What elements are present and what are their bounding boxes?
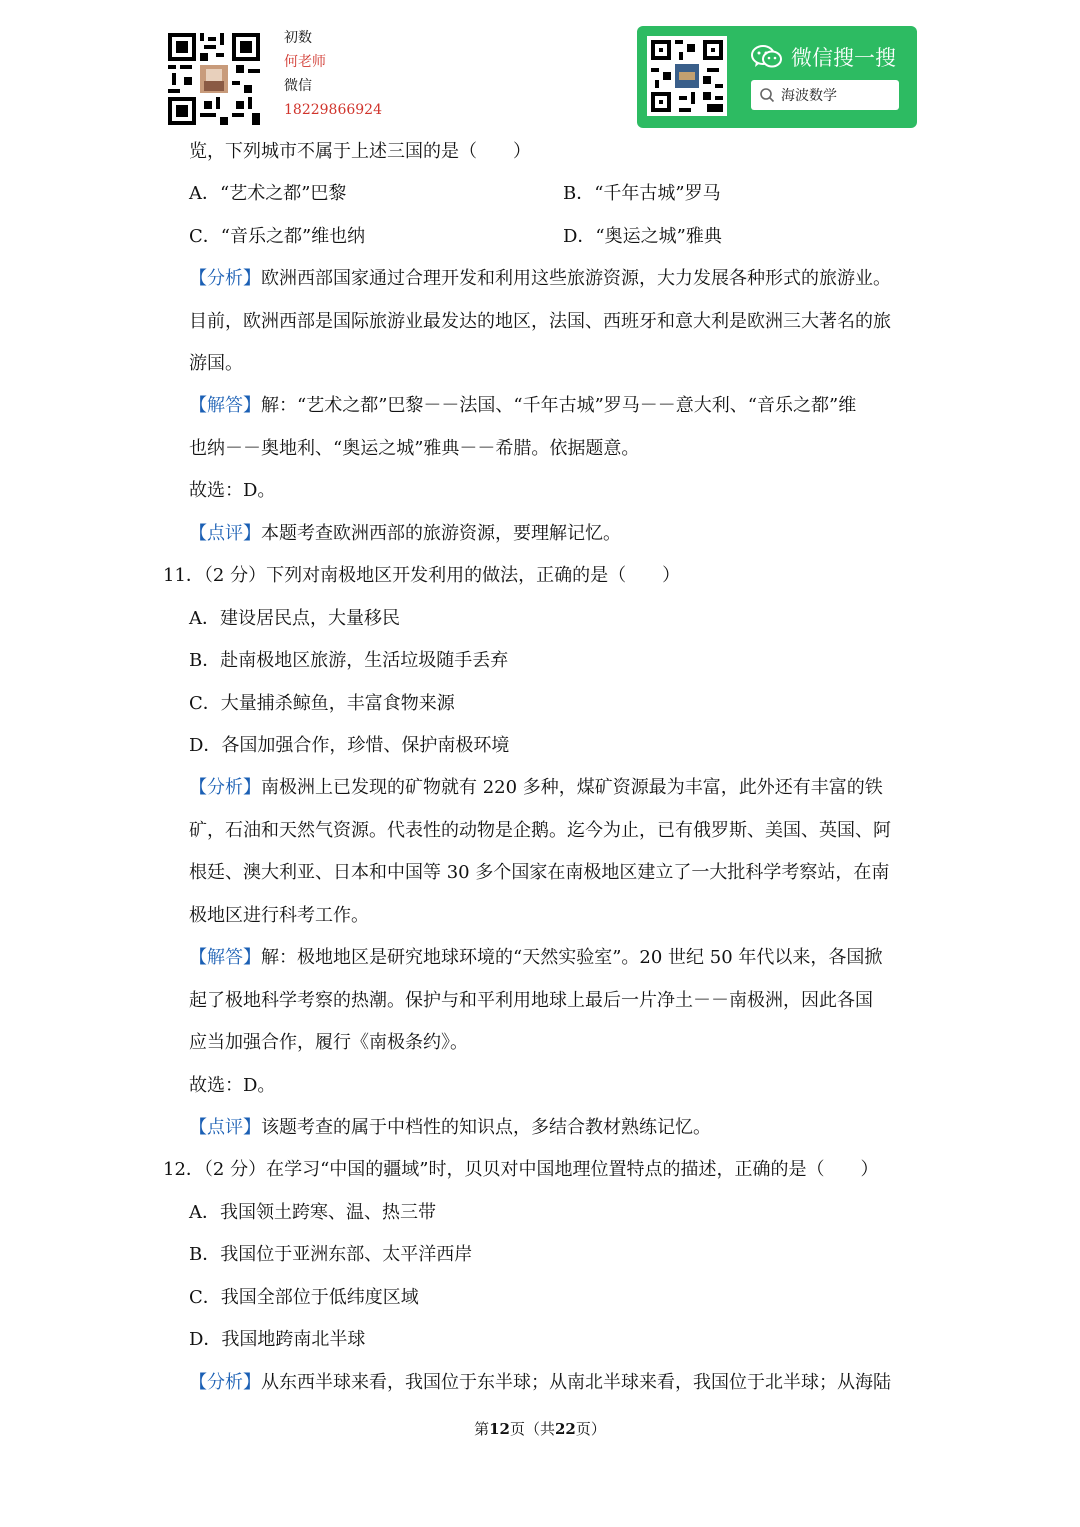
q12-option-b: B．我国位于亚洲东部、太平洋西岸 bbox=[189, 1244, 473, 1265]
q11-analysis-line-4: 极地区进行科考工作。 bbox=[189, 905, 369, 926]
q12-option-d: D．我国地跨南北半球 bbox=[189, 1329, 366, 1350]
qr-code-image bbox=[168, 33, 260, 125]
q10-option-b: B．“千年古城”罗马 bbox=[563, 183, 721, 204]
page-footer bbox=[0, 1418, 1080, 1440]
answer-text: 解：“艺术之都”巴黎－－法国、“千年古城”罗马－－意大利、“音乐之都”维 bbox=[261, 395, 857, 416]
question-11-stem: 11．（2 分）下列对南极地区开发利用的做法，正确的是（ ） bbox=[163, 565, 681, 586]
contact-wechat-label: 微信 bbox=[284, 78, 312, 94]
wechat-search-title bbox=[751, 42, 896, 72]
wechat-icon bbox=[751, 44, 783, 70]
analysis-tag: 【分析】 bbox=[189, 1372, 261, 1393]
q10-option-c: C．“音乐之都”维也纳 bbox=[189, 226, 366, 247]
q11-analysis-line-2: 矿，石油和天然气资源。代表性的动物是企鹅。迄今为止，已有俄罗斯、美国、英国、阿 bbox=[189, 820, 891, 841]
analysis-text: 欧洲西部国家通过合理开发和利用这些旅游资源，大力发展各种形式的旅游业。 bbox=[261, 268, 891, 289]
q10-option-a: A．“艺术之都”巴黎 bbox=[189, 183, 347, 204]
analysis-text: 南极洲上已发现的矿物就有 220 多种，煤矿资源最为丰富，此外还有丰富的铁 bbox=[261, 777, 883, 798]
contact-teacher: 何老师 bbox=[284, 54, 326, 70]
q11-answer-line-3: 应当加强合作，履行《南极条约》。 bbox=[189, 1032, 468, 1053]
q12-option-c: C．我国全部位于低纬度区域 bbox=[189, 1287, 419, 1308]
q10-comment bbox=[189, 522, 621, 546]
q10-answer-line-2: 也纳－－奥地利、“奥运之城”雅典－－希腊。依据题意。 bbox=[189, 438, 640, 459]
q12-option-a: A．我国领土跨寒、温、热三带 bbox=[189, 1202, 436, 1223]
wechat-search-box[interactable] bbox=[751, 80, 899, 110]
footer-post: 页） bbox=[575, 1420, 606, 1438]
question-10-stem-continued: 览，下列城市不属于上述三国的是（ ） bbox=[189, 141, 531, 162]
contact-phone: 18229866924 bbox=[284, 102, 382, 118]
answer-text: 解：极地地区是研究地球环境的“天然实验室”。20 世纪 50 年代以来，各国掀 bbox=[261, 947, 883, 968]
question-12-stem: 12．（2 分）在学习“中国的疆域”时，贝贝对中国地理位置特点的描述，正确的是（ ） bbox=[163, 1159, 879, 1180]
q10-analysis-line-2: 目前，欧洲西部是国际旅游业最发达的地区，法国、西班牙和意大利是欧洲三大著名的旅 bbox=[189, 311, 891, 332]
analysis-tag: 【分析】 bbox=[189, 268, 261, 289]
q11-answer bbox=[189, 946, 882, 970]
q11-choice: 故选：D。 bbox=[189, 1075, 276, 1096]
wechat-search-query: 海波数学 bbox=[781, 88, 837, 104]
contact-info bbox=[284, 26, 382, 122]
footer-pre: 第 bbox=[474, 1420, 490, 1438]
q10-choice: 故选：D。 bbox=[189, 480, 276, 501]
comment-tag: 【点评】 bbox=[189, 1117, 261, 1138]
wechat-search-card bbox=[637, 26, 917, 128]
current-page-number: 12 bbox=[489, 1420, 510, 1438]
wechat-qr-code bbox=[647, 36, 727, 116]
q10-answer bbox=[189, 394, 856, 418]
q11-option-d: D．各国加强合作，珍惜、保护南极环境 bbox=[189, 735, 510, 756]
comment-text: 该题考查的属于中档性的知识点，多结合教材熟练记忆。 bbox=[261, 1117, 711, 1138]
q10-option-d: D．“奥运之城”雅典 bbox=[563, 226, 722, 247]
q11-option-b: B．赴南极地区旅游，生活垃圾随手丢弃 bbox=[189, 650, 509, 671]
contact-subject: 初数 bbox=[284, 30, 312, 46]
q12-analysis bbox=[189, 1371, 891, 1395]
wechat-search-title-text: 微信搜一搜 bbox=[791, 46, 896, 70]
total-page-number: 22 bbox=[555, 1420, 576, 1438]
q10-analysis bbox=[189, 267, 891, 291]
q11-answer-line-2: 起了极地科学考察的热潮。保护与和平利用地球上最后一片净土－－南极洲，因此各国 bbox=[189, 990, 873, 1011]
q11-analysis-line-3: 根廷、澳大利亚、日本和中国等 30 多个国家在南极地区建立了一大批科学考察站，在南 bbox=[189, 862, 890, 883]
search-icon bbox=[759, 87, 775, 103]
comment-text: 本题考查欧洲西部的旅游资源，要理解记忆。 bbox=[261, 523, 621, 544]
analysis-text: 从东西半球来看，我国位于东半球；从南北半球来看，我国位于北半球；从海陆 bbox=[261, 1372, 891, 1393]
q11-comment bbox=[189, 1116, 711, 1140]
q11-option-a: A．建设居民点，大量移民 bbox=[189, 608, 400, 629]
analysis-tag: 【分析】 bbox=[189, 777, 261, 798]
answer-tag: 【解答】 bbox=[189, 947, 261, 968]
q11-analysis bbox=[189, 776, 883, 800]
q10-analysis-line-3: 游国。 bbox=[189, 353, 243, 374]
footer-mid: 页（共 bbox=[509, 1420, 555, 1438]
answer-tag: 【解答】 bbox=[189, 395, 261, 416]
q11-option-c: C．大量捕杀鲸鱼，丰富食物来源 bbox=[189, 693, 455, 714]
comment-tag: 【点评】 bbox=[189, 523, 261, 544]
